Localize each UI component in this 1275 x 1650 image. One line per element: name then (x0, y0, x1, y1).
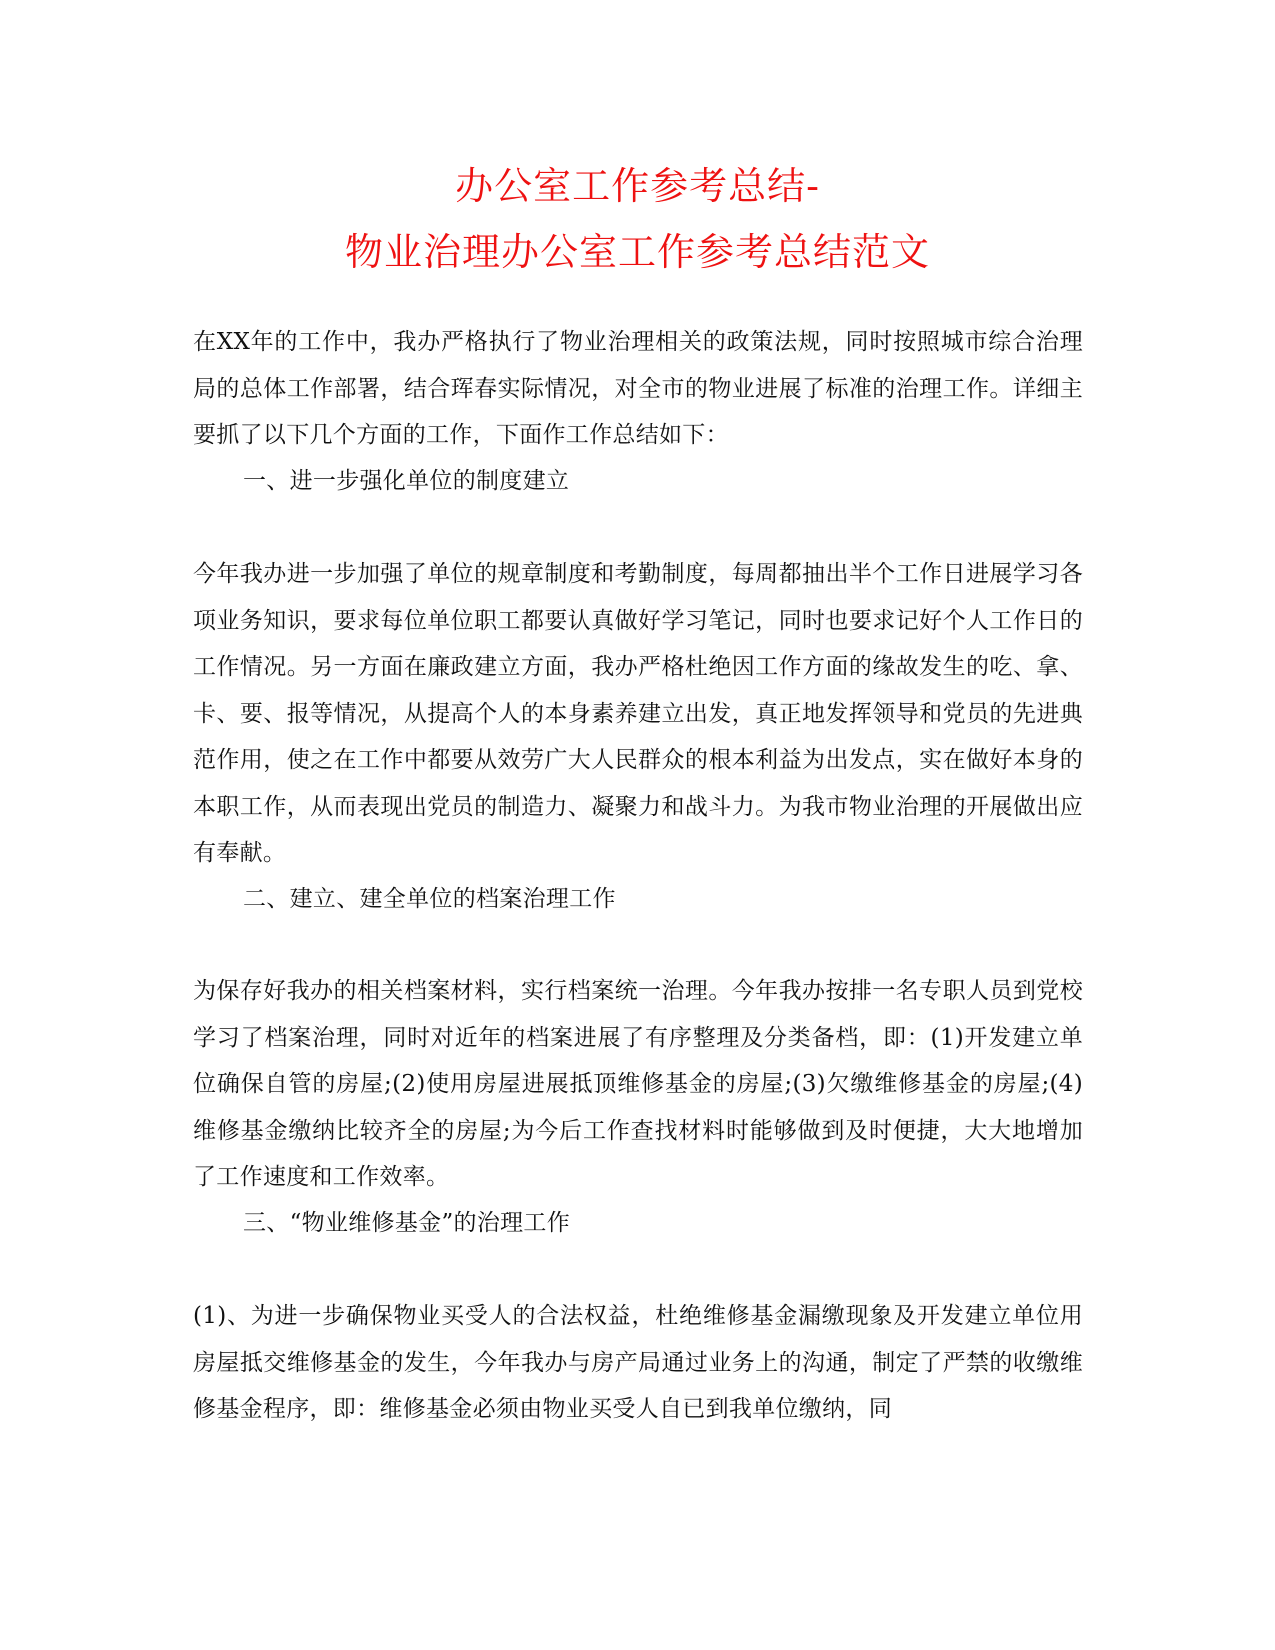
intro-paragraph: 在XX年的工作中，我办严格执行了物业治理相关的政策法规，同时按照城市综合治理局的总体工作部署，结合珲春实际情况，对全市的物业进展了标准的治理工作。详细主要抓了以下几个方面的工作，下面作工作总结如下： (193, 329, 1083, 448)
section3-paragraph: (1)、为进一步确保物业买受人的合法权益，杜绝维修基金漏缴现象及开发建立单位用房屋抵交维修基金的发生，今年我办与房产局通过业务上的沟通，制定了严禁的收缴维修基金程序，即：维修基金必须由物业买受人自已到我单位缴纳，同 (193, 1303, 1083, 1422)
section1-heading: 一、进一步强化单位的制度建立 (243, 468, 570, 494)
document-title-line1: 办公室工作参考总结- (455, 164, 820, 208)
section1-paragraph: 今年我办进一步加强了单位的规章制度和考勤制度，每周都抽出半个工作日进展学习各项业务知识，要求每位单位职工都要认真做好学习笔记，同时也要求记好个人工作日的工作情况。另一方面在廉政建立方面，我办严格杜绝因工作方面的缘故发生的吃、拿、卡、要、报等情况，从提高个人的本身素养建立出发，真正地发挥领导和党员的先进典范作用，使之在工作中都要从效劳广大人民群众的根本利益为出发点，实在做好本身的本职工作，从而表现出党员的制造力、凝聚力和战斗力。为我市物业治理的开展做出应有奉献。 (193, 561, 1083, 866)
section2-paragraph: 为保存好我办的相关档案材料，实行档案统一治理。今年我办按排一名专职人员到党校学习了档案治理，同时对近年的档案进展了有序整理及分类备档，即：(1)开发建立单位确保自管的房屋;(2)使用房屋进展抵顶维修基金的房屋;(3)欠缴维修基金的房屋;(4)维修基金缴纳比较齐全的房屋;为今后工作查找材料时能够做到及时便捷，大大地增加了工作速度和工作效率。 (193, 978, 1083, 1190)
section2-heading: 二、建立、建全单位的档案治理工作 (243, 886, 616, 912)
document-title-line2: 物业治理办公室工作参考总结范文 (344, 230, 930, 274)
section3-heading: 三、“物业维修基金”的治理工作 (243, 1210, 571, 1236)
